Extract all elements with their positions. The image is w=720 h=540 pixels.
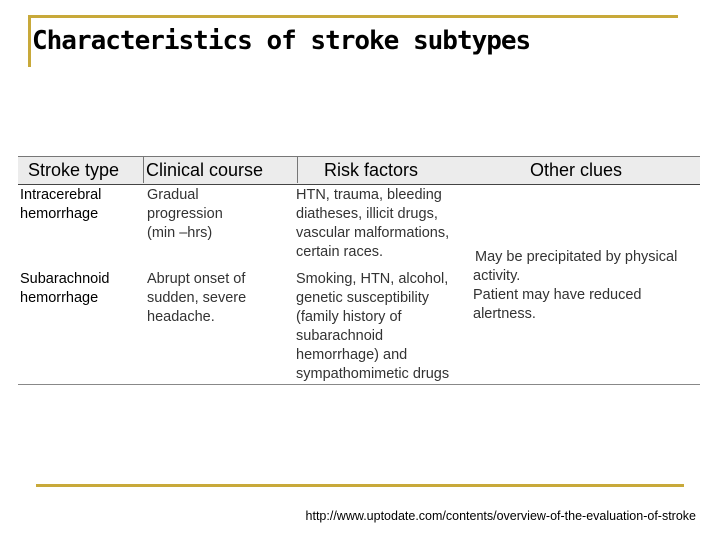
- cell-line: subarachnoid: [296, 328, 384, 344]
- table-cell-stroke-type: [20, 270, 110, 308]
- header-risk-factors: Risk factors: [324, 160, 419, 180]
- cell-line: Intracerebral: [20, 187, 102, 203]
- cell-line: HTN, trauma, bleeding: [296, 187, 442, 203]
- cell-line: headache.: [147, 309, 215, 325]
- cell-line: Abrupt onset of: [147, 271, 246, 287]
- table-cell-risk-factors: [296, 186, 449, 262]
- header-other-clues: Other clues: [530, 160, 623, 180]
- top-accent-line: [30, 15, 678, 18]
- cell-line: Gradual: [147, 187, 199, 203]
- header-clinical-course: Clinical course: [146, 160, 264, 180]
- table-cell-stroke-type: [20, 186, 101, 224]
- stroke-subtypes-table: [18, 156, 700, 386]
- header-divider: [297, 156, 298, 183]
- cell-line: (family history of: [296, 309, 402, 325]
- table-cell-clinical-course: [147, 270, 246, 327]
- cell-line: activity.: [473, 268, 521, 284]
- cell-line: sudden, severe: [147, 290, 247, 306]
- cell-line: certain races.: [296, 244, 384, 260]
- cell-line: Patient may have reduced: [473, 287, 642, 303]
- cell-line: diatheses, illicit drugs,: [296, 206, 438, 222]
- cell-line: May be precipitated by physical: [475, 249, 678, 265]
- cell-line: hemorrhage: [20, 290, 99, 306]
- cell-line: vascular malformations,: [296, 225, 450, 241]
- cell-line: hemorrhage: [20, 206, 99, 222]
- table-bottom-border: [18, 384, 700, 385]
- left-accent-line: [28, 15, 31, 67]
- cell-line: Smoking, HTN, alcohol,: [296, 271, 449, 287]
- cell-line: alertness.: [473, 306, 536, 322]
- table-cell-clinical-course: [147, 186, 223, 243]
- cell-line: Subarachnoid: [20, 271, 110, 287]
- cell-line: genetic susceptibility: [296, 290, 429, 306]
- bottom-accent-line: [36, 484, 684, 487]
- header-divider: [143, 156, 144, 183]
- source-url: http://www.uptodate.com/contents/overview-of-the-evaluation-of-stroke: [305, 509, 696, 523]
- cell-line: sympathomimetic drugs: [296, 366, 450, 382]
- cell-line: (min –hrs): [147, 225, 213, 241]
- table-header-row: [18, 156, 700, 185]
- table-cell-other-clues: [473, 248, 677, 324]
- cell-line: progression: [147, 206, 223, 222]
- header-stroke-type: Stroke type: [28, 160, 120, 180]
- table-cell-risk-factors: [296, 270, 449, 384]
- cell-line: hemorrhage) and: [296, 347, 408, 363]
- slide-title: Characteristics of stroke subtypes: [32, 26, 531, 56]
